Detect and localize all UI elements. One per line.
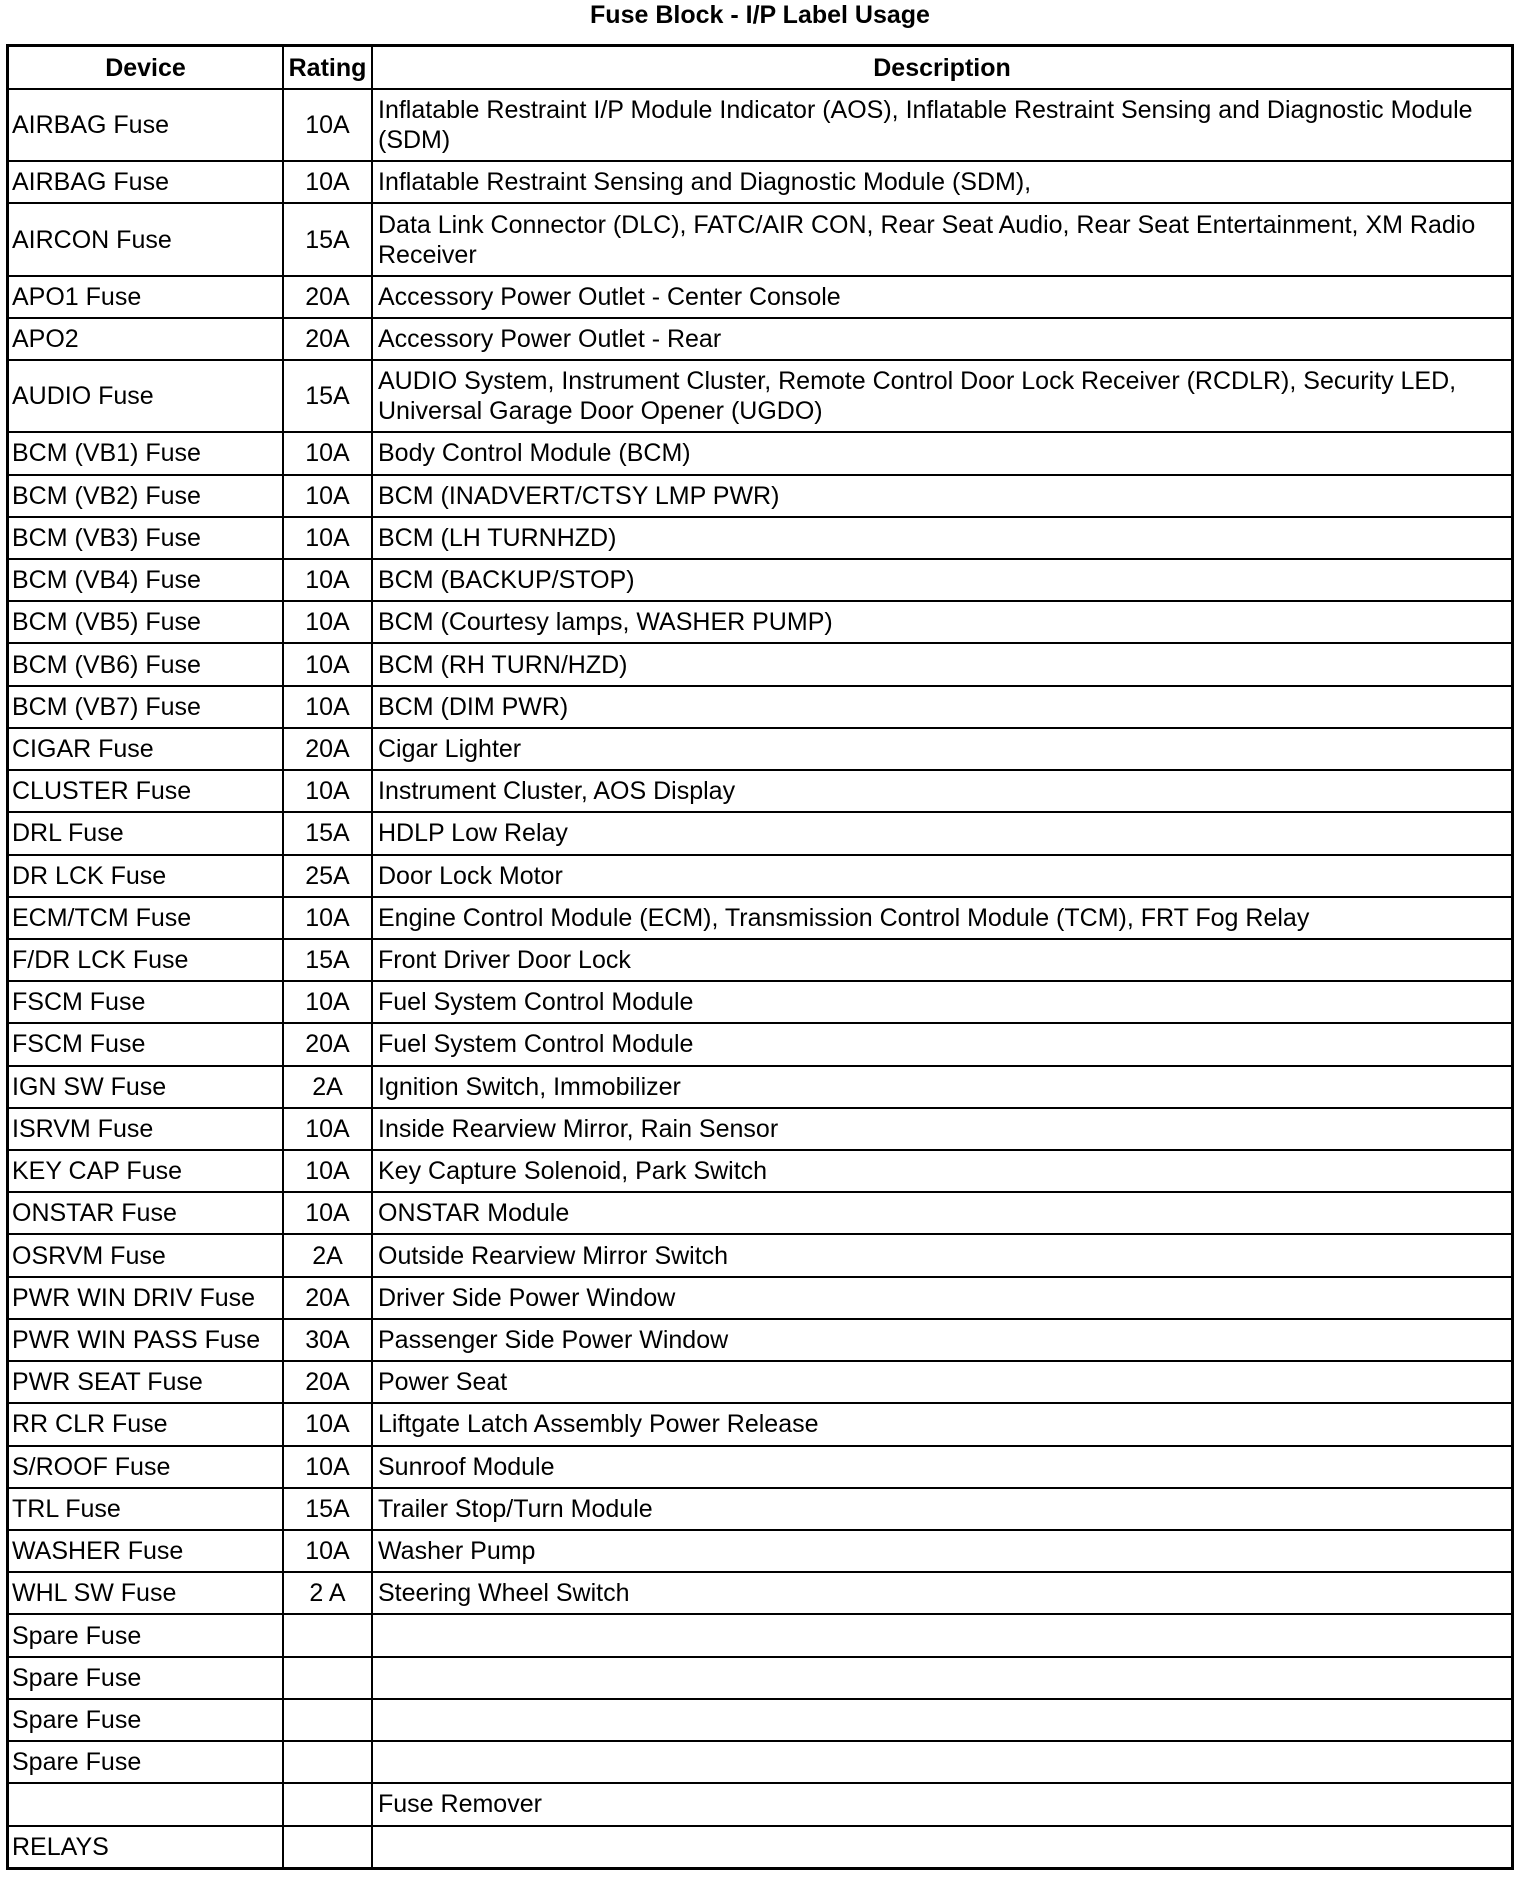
device-cell: FSCM Fuse: [9, 1024, 282, 1064]
rating-cell: 20A: [284, 1362, 371, 1402]
rating-cell: 20A: [284, 319, 371, 359]
table-row: [9, 1404, 1511, 1444]
rating-cell: [284, 1827, 371, 1867]
description-cell: ONSTAR Module: [373, 1193, 1511, 1233]
table-row: [9, 856, 1511, 896]
description-cell: [373, 1700, 1511, 1740]
rating-cell: 10A: [284, 982, 371, 1022]
description-cell: Steering Wheel Switch: [373, 1573, 1511, 1613]
table-row: [9, 644, 1511, 684]
rating-cell: 10A: [284, 1404, 371, 1444]
table-row: [9, 1278, 1511, 1318]
rating-cell: 10A: [284, 90, 371, 160]
table-row: [9, 1024, 1511, 1064]
device-cell: IGN SW Fuse: [9, 1067, 282, 1107]
description-cell: Accessory Power Outlet - Center Console: [373, 277, 1511, 317]
device-cell: APO1 Fuse: [9, 277, 282, 317]
rating-cell: 15A: [284, 940, 371, 980]
device-cell: BCM (VB2) Fuse: [9, 476, 282, 516]
table-row: [9, 1489, 1511, 1529]
description-cell: Fuel System Control Module: [373, 1024, 1511, 1064]
description-cell: Inside Rearview Mirror, Rain Sensor: [373, 1109, 1511, 1149]
description-cell: Fuel System Control Module: [373, 982, 1511, 1022]
device-cell: ONSTAR Fuse: [9, 1193, 282, 1233]
rating-cell: 2 A: [284, 1573, 371, 1613]
table-row: [9, 361, 1511, 431]
device-cell: S/ROOF Fuse: [9, 1447, 282, 1487]
device-cell: BCM (VB4) Fuse: [9, 560, 282, 600]
rating-cell: 10A: [284, 560, 371, 600]
device-cell: RR CLR Fuse: [9, 1404, 282, 1444]
device-cell: DR LCK Fuse: [9, 856, 282, 896]
rating-cell: 20A: [284, 277, 371, 317]
header-rating: Rating: [284, 47, 371, 88]
table-row: [9, 687, 1511, 727]
device-cell: BCM (VB7) Fuse: [9, 687, 282, 727]
rating-cell: 10A: [284, 1447, 371, 1487]
table-row: [9, 1700, 1511, 1740]
description-cell: Ignition Switch, Immobilizer: [373, 1067, 1511, 1107]
table-row: [9, 1109, 1511, 1149]
description-cell: AUDIO System, Instrument Cluster, Remote Control Door Lock Receiver (RCDLR), Security LED, Universal Garage Door Opener (UGDO): [373, 361, 1511, 431]
description-cell: BCM (DIM PWR): [373, 687, 1511, 727]
rating-cell: 10A: [284, 476, 371, 516]
rating-cell: 10A: [284, 771, 371, 811]
rating-cell: 10A: [284, 898, 371, 938]
rating-cell: 10A: [284, 1193, 371, 1233]
table-row: [9, 1235, 1511, 1275]
device-cell: PWR WIN PASS Fuse: [9, 1320, 282, 1360]
table-row: [9, 162, 1511, 202]
rating-cell: 30A: [284, 1320, 371, 1360]
table-row: [9, 1784, 1511, 1824]
description-cell: Key Capture Solenoid, Park Switch: [373, 1151, 1511, 1191]
rating-cell: 20A: [284, 1278, 371, 1318]
device-cell: ISRVM Fuse: [9, 1109, 282, 1149]
rating-cell: 10A: [284, 644, 371, 684]
description-cell: [373, 1615, 1511, 1655]
rating-cell: 2A: [284, 1067, 371, 1107]
rating-cell: 10A: [284, 1109, 371, 1149]
table-row: [9, 1573, 1511, 1613]
table-row: [9, 771, 1511, 811]
description-cell: Sunroof Module: [373, 1447, 1511, 1487]
table-row: [9, 602, 1511, 642]
device-cell: FSCM Fuse: [9, 982, 282, 1022]
description-cell: [373, 1827, 1511, 1867]
description-cell: [373, 1742, 1511, 1782]
device-cell: Spare Fuse: [9, 1742, 282, 1782]
device-cell: RELAYS: [9, 1827, 282, 1867]
description-cell: BCM (INADVERT/CTSY LMP PWR): [373, 476, 1511, 516]
table-row: [9, 560, 1511, 600]
rating-cell: 15A: [284, 361, 371, 431]
device-cell: PWR WIN DRIV Fuse: [9, 1278, 282, 1318]
rating-cell: 10A: [284, 1531, 371, 1571]
description-cell: Driver Side Power Window: [373, 1278, 1511, 1318]
table-row: [9, 204, 1511, 274]
device-cell: [9, 1784, 282, 1824]
device-cell: Spare Fuse: [9, 1658, 282, 1698]
rating-cell: 15A: [284, 813, 371, 853]
table-row: [9, 1742, 1511, 1782]
header-row: [9, 47, 1511, 88]
device-cell: BCM (VB3) Fuse: [9, 518, 282, 558]
device-cell: CIGAR Fuse: [9, 729, 282, 769]
device-cell: TRL Fuse: [9, 1489, 282, 1529]
table-row: [9, 940, 1511, 980]
description-cell: Engine Control Module (ECM), Transmission Control Module (TCM), FRT Fog Relay: [373, 898, 1511, 938]
table-row: [9, 518, 1511, 558]
description-cell: Power Seat: [373, 1362, 1511, 1402]
device-cell: F/DR LCK Fuse: [9, 940, 282, 980]
device-cell: DRL Fuse: [9, 813, 282, 853]
description-cell: Cigar Lighter: [373, 729, 1511, 769]
page-title: Fuse Block - I/P Label Usage: [590, 1, 930, 29]
device-cell: AIRBAG Fuse: [9, 90, 282, 160]
rating-cell: 20A: [284, 729, 371, 769]
description-cell: BCM (Courtesy lamps, WASHER PUMP): [373, 602, 1511, 642]
device-cell: CLUSTER Fuse: [9, 771, 282, 811]
device-cell: KEY CAP Fuse: [9, 1151, 282, 1191]
table-row: [9, 1447, 1511, 1487]
device-cell: WHL SW Fuse: [9, 1573, 282, 1613]
description-cell: Instrument Cluster, AOS Display: [373, 771, 1511, 811]
table-row: [9, 1827, 1511, 1867]
rating-cell: [284, 1658, 371, 1698]
rating-cell: 15A: [284, 1489, 371, 1529]
device-cell: AUDIO Fuse: [9, 361, 282, 431]
table-row: [9, 1658, 1511, 1698]
rating-cell: [284, 1742, 371, 1782]
table-row: [9, 319, 1511, 359]
device-cell: WASHER Fuse: [9, 1531, 282, 1571]
description-cell: Outside Rearview Mirror Switch: [373, 1235, 1511, 1275]
device-cell: BCM (VB5) Fuse: [9, 602, 282, 642]
description-cell: Passenger Side Power Window: [373, 1320, 1511, 1360]
description-cell: Door Lock Motor: [373, 856, 1511, 896]
rating-cell: [284, 1700, 371, 1740]
device-cell: PWR SEAT Fuse: [9, 1362, 282, 1402]
device-cell: APO2: [9, 319, 282, 359]
device-cell: Spare Fuse: [9, 1615, 282, 1655]
rating-cell: 10A: [284, 518, 371, 558]
description-cell: Data Link Connector (DLC), FATC/AIR CON, Rear Seat Audio, Rear Seat Entertainment, XM Radio Receiver: [373, 204, 1511, 274]
rating-cell: 10A: [284, 1151, 371, 1191]
description-cell: Front Driver Door Lock: [373, 940, 1511, 980]
table-row: [9, 1067, 1511, 1107]
table-row: [9, 1151, 1511, 1191]
table-row: [9, 277, 1511, 317]
device-cell: AIRBAG Fuse: [9, 162, 282, 202]
description-cell: Inflatable Restraint Sensing and Diagnostic Module (SDM),: [373, 162, 1511, 202]
description-cell: HDLP Low Relay: [373, 813, 1511, 853]
table-row: [9, 1362, 1511, 1402]
description-cell: Inflatable Restraint I/P Module Indicator (AOS), Inflatable Restraint Sensing and Diagnostic Module (SDM): [373, 90, 1511, 160]
device-cell: Spare Fuse: [9, 1700, 282, 1740]
rating-cell: 10A: [284, 602, 371, 642]
rating-cell: 10A: [284, 162, 371, 202]
description-cell: BCM (RH TURN/HZD): [373, 644, 1511, 684]
header-description: Description: [373, 47, 1511, 88]
rating-cell: 2A: [284, 1235, 371, 1275]
table-row: [9, 433, 1511, 473]
table-row: [9, 982, 1511, 1022]
description-cell: Washer Pump: [373, 1531, 1511, 1571]
description-cell: BCM (BACKUP/STOP): [373, 560, 1511, 600]
rating-cell: 25A: [284, 856, 371, 896]
table-row: [9, 729, 1511, 769]
description-cell: BCM (LH TURNHZD): [373, 518, 1511, 558]
table-row: [9, 1531, 1511, 1571]
rating-cell: 10A: [284, 687, 371, 727]
table-row: [9, 1320, 1511, 1360]
rating-cell: [284, 1615, 371, 1655]
table-row: [9, 90, 1511, 160]
table-row: [9, 1615, 1511, 1655]
table-body: [9, 90, 1511, 1867]
fuse-table: [6, 44, 1514, 1870]
device-cell: BCM (VB6) Fuse: [9, 644, 282, 684]
device-cell: OSRVM Fuse: [9, 1235, 282, 1275]
table-row: [9, 476, 1511, 516]
rating-cell: 15A: [284, 204, 371, 274]
rating-cell: 10A: [284, 433, 371, 473]
rating-cell: 20A: [284, 1024, 371, 1064]
table-header: [9, 47, 1511, 88]
table-row: [9, 898, 1511, 938]
device-cell: AIRCON Fuse: [9, 204, 282, 274]
device-cell: ECM/TCM Fuse: [9, 898, 282, 938]
header-device: Device: [9, 47, 282, 88]
description-cell: Liftgate Latch Assembly Power Release: [373, 1404, 1511, 1444]
description-cell: Accessory Power Outlet - Rear: [373, 319, 1511, 359]
description-cell: Fuse Remover: [373, 1784, 1511, 1824]
description-cell: [373, 1658, 1511, 1698]
device-cell: BCM (VB1) Fuse: [9, 433, 282, 473]
description-cell: Body Control Module (BCM): [373, 433, 1511, 473]
rating-cell: [284, 1784, 371, 1824]
table-row: [9, 813, 1511, 853]
description-cell: Trailer Stop/Turn Module: [373, 1489, 1511, 1529]
table-row: [9, 1193, 1511, 1233]
